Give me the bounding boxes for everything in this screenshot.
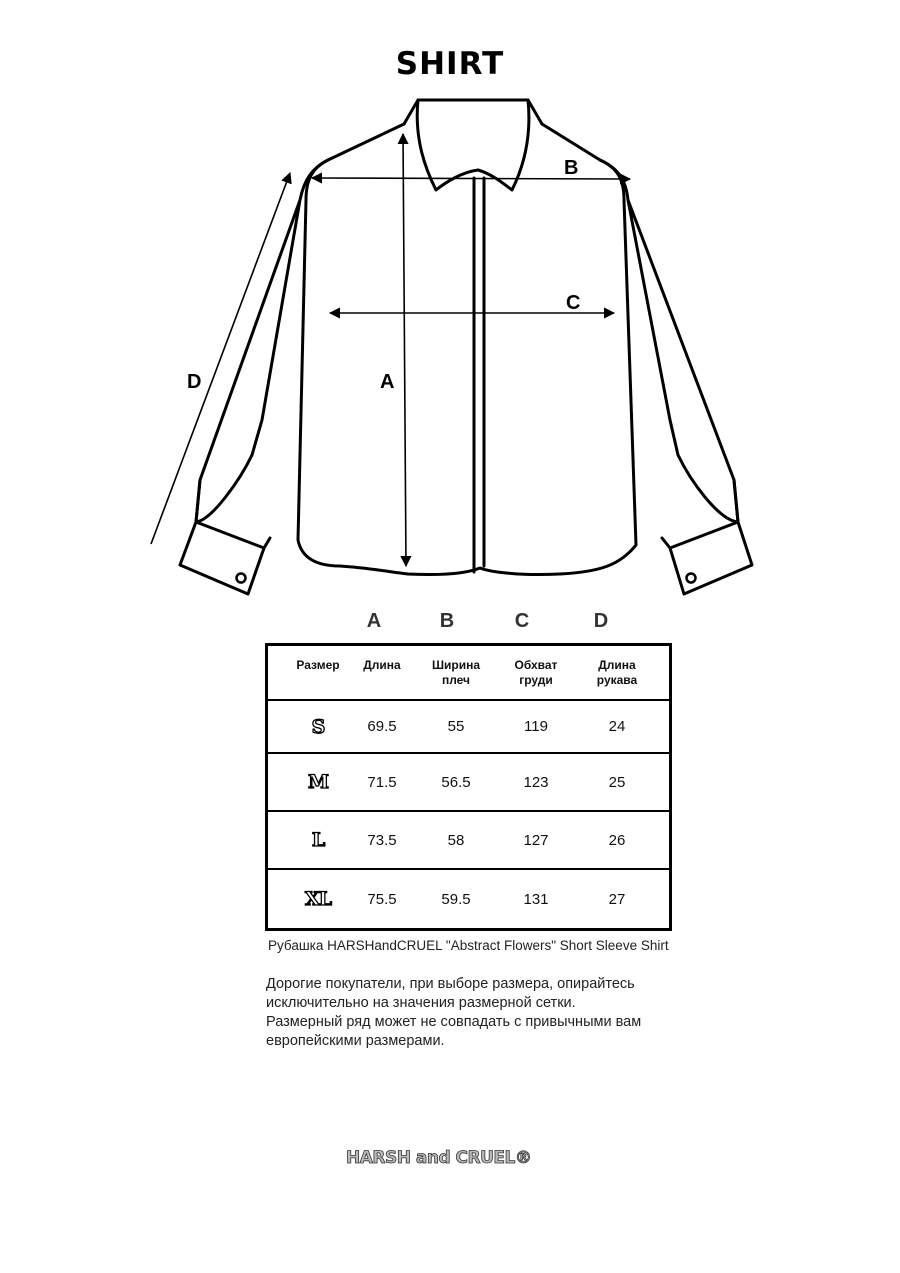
table-header-row — [268, 646, 669, 701]
chest-cell: 119 — [524, 718, 548, 735]
label-d: D — [187, 371, 202, 393]
table-row — [268, 870, 669, 928]
brand-logo: HARSH and CRUEL® — [346, 1148, 532, 1168]
chest-cell: 131 — [523, 890, 549, 908]
right-cuff-button-icon — [687, 574, 696, 583]
sleeve-cell: 25 — [608, 773, 626, 791]
header-sleeve: Длина рукава — [596, 658, 638, 687]
note-line: Дорогие покупатели, при выборе размера, опирайтесь — [266, 976, 635, 992]
sleeve-cell: 27 — [608, 890, 626, 908]
column-letter-d: D — [593, 610, 609, 632]
arrow-d — [151, 173, 290, 544]
size-note — [266, 975, 706, 1051]
shoulder-cell: 55 — [447, 718, 465, 735]
shoulder-cell: 59.5 — [441, 890, 471, 908]
table-row — [268, 812, 669, 870]
size-cell: M — [307, 771, 329, 793]
shoulder-cell: 58 — [447, 831, 465, 849]
chest-cell: 123 — [523, 773, 549, 791]
shirt-diagram — [0, 0, 900, 610]
sleeve-cell: 24 — [608, 718, 626, 735]
column-letter-a: A — [366, 610, 382, 632]
size-cell: L — [311, 829, 325, 851]
label-b: B — [564, 157, 579, 179]
product-caption: Рубашка HARSHandCRUEL "Abstract Flowers" Short Sleeve Shirt — [268, 938, 669, 953]
table-row — [268, 701, 669, 754]
column-letter-c: C — [514, 610, 530, 632]
page-title: SHIRT — [395, 46, 505, 82]
left-sleeve — [196, 160, 328, 522]
column-letter-b: B — [439, 610, 455, 632]
collar-stand — [418, 100, 542, 124]
shirt-body-outline — [298, 124, 636, 575]
size-cell: XL — [304, 888, 332, 910]
sleeve-cell: 26 — [608, 831, 626, 849]
note-line: европейскими размерами. — [266, 1033, 445, 1049]
table-row — [268, 754, 669, 812]
label-a: A — [380, 371, 395, 393]
header-length: Длина — [363, 658, 401, 672]
shoulder-cell: 56.5 — [441, 773, 471, 791]
arrow-a — [403, 134, 406, 566]
header-size: Размер — [296, 658, 340, 672]
length-cell: 75.5 — [367, 890, 397, 908]
header-chest: Обхват груди — [514, 658, 558, 687]
label-c: C — [566, 292, 581, 314]
arrow-b — [312, 178, 630, 179]
column-letters — [0, 610, 900, 640]
length-cell: 69.5 — [367, 718, 397, 735]
length-cell: 71.5 — [367, 773, 397, 791]
header-shoulder: Ширина плеч — [431, 658, 481, 687]
left-cuff-button-icon — [237, 574, 246, 583]
collar-right — [478, 100, 529, 190]
size-cell: S — [311, 715, 325, 738]
chest-cell: 127 — [523, 831, 549, 849]
note-line: исключительно на значения размерной сетки. — [266, 995, 576, 1011]
right-sleeve — [600, 160, 738, 522]
note-line: Размерный ряд может не совпадать с привычными вам — [266, 1014, 642, 1030]
length-cell: 73.5 — [367, 831, 397, 849]
size-table — [265, 643, 672, 931]
collar-left — [417, 100, 478, 190]
